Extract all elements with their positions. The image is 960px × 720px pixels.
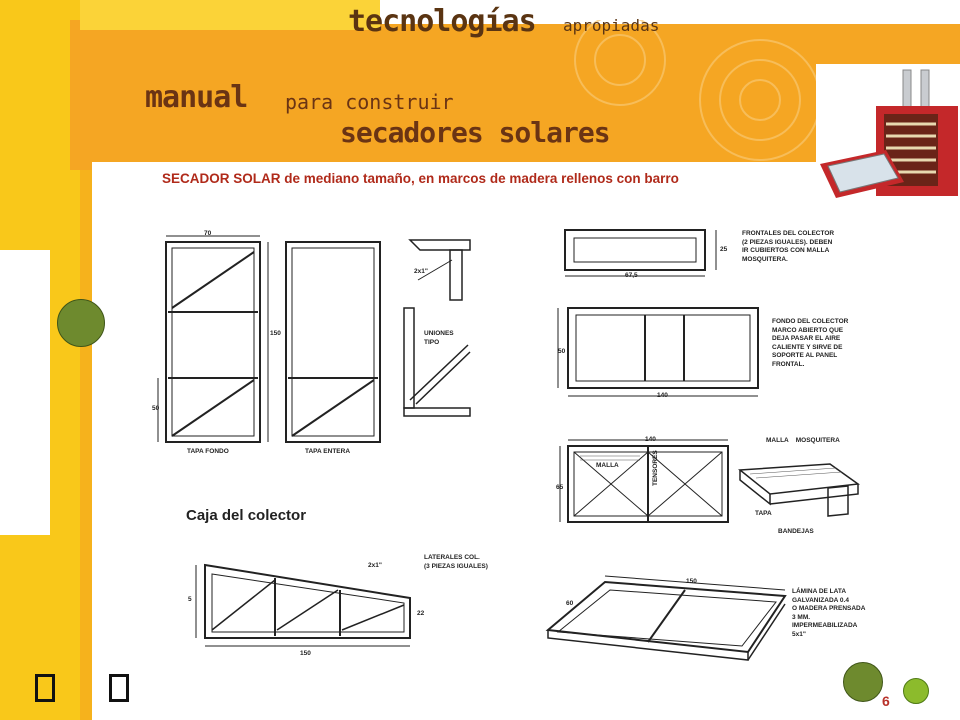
label-joint-2x1-lateral: 2x1" <box>368 562 382 569</box>
label-tapa-entera: TAPA ENTERA <box>305 448 351 455</box>
label-joint-2x1: 2x1" <box>414 268 428 275</box>
next-slide-icon <box>109 674 129 702</box>
label-dim-150: 150 <box>270 330 281 337</box>
label-malla: MALLA <box>596 462 619 469</box>
decorative-green-dot <box>57 299 105 347</box>
previous-slide-icon <box>35 674 55 702</box>
decorative-green-dot-bottom <box>843 662 883 702</box>
label-malla-mosquitera: MALLA MOSQUITERA <box>766 437 840 444</box>
label-dim-140: 140 <box>657 392 668 399</box>
label-tensores: TENSORES <box>652 450 659 486</box>
label-dim-50: 50 <box>152 405 160 412</box>
header-title-apropiadas: apropiadas <box>563 16 660 35</box>
header-title-para-construir: para construir <box>285 90 454 114</box>
label-tapa-fondo: TAPA FONDO <box>187 448 229 455</box>
label-dim-65: 65 <box>556 484 564 491</box>
label-uniones-tipo: UNIONES TIPO <box>424 330 454 346</box>
label-dim-140-top: 140 <box>645 436 656 443</box>
label-laterales: LATERALES COL. (3 PIEZAS IGUALES) <box>424 554 488 570</box>
header-title-tecnologias: tecnologías <box>348 4 536 39</box>
label-dim-67-5: 67,5 <box>625 272 638 279</box>
label-dim-150-lateral: 150 <box>300 650 311 657</box>
label-dim-22: 22 <box>417 610 425 617</box>
header-title-secadores-solares: secadores solares <box>340 116 610 149</box>
label-tapa: TAPA <box>755 510 772 517</box>
label-fondo: FONDO DEL COLECTOR MARCO ABIERTO QUE DEJA PASAR EL AIRE CALIENTE Y SIRVE DE SOPORTE AL PANEL FRONTAL. <box>772 318 849 368</box>
section-title-caja-colector: Caja del colector <box>186 507 307 524</box>
previous-slide-button[interactable] <box>28 668 62 708</box>
page-number: 6 <box>882 693 890 709</box>
label-dim-150-bandeja: 150 <box>686 578 697 585</box>
label-lamina: LÁMINA DE LATA GALVANIZADA 0.4 O MADERA PRENSADA 3 MM. IMPERMEABILIZADA 5x1" <box>792 588 866 638</box>
label-dim-25: 25 <box>720 246 728 253</box>
label-dim-5: 5 <box>188 596 192 603</box>
label-dim-50-side: 50 <box>558 348 566 355</box>
header-title-manual: manual <box>145 80 248 115</box>
drawing-subtitle: SECADOR SOLAR de mediano tamaño, en marcos de madera rellenos con barro <box>162 171 679 186</box>
decorative-lightgreen-dot <box>903 678 929 704</box>
label-dim-70: 70 <box>204 230 212 237</box>
label-frontales: FRONTALES DEL COLECTOR (2 PIEZAS IGUALES). DEBEN IR CUBIERTOS CON MALLA MOSQUITERA. <box>742 230 835 263</box>
next-slide-button[interactable] <box>102 668 136 708</box>
label-bandejas: BANDEJAS <box>778 528 814 535</box>
label-dim-60: 60 <box>566 600 574 607</box>
